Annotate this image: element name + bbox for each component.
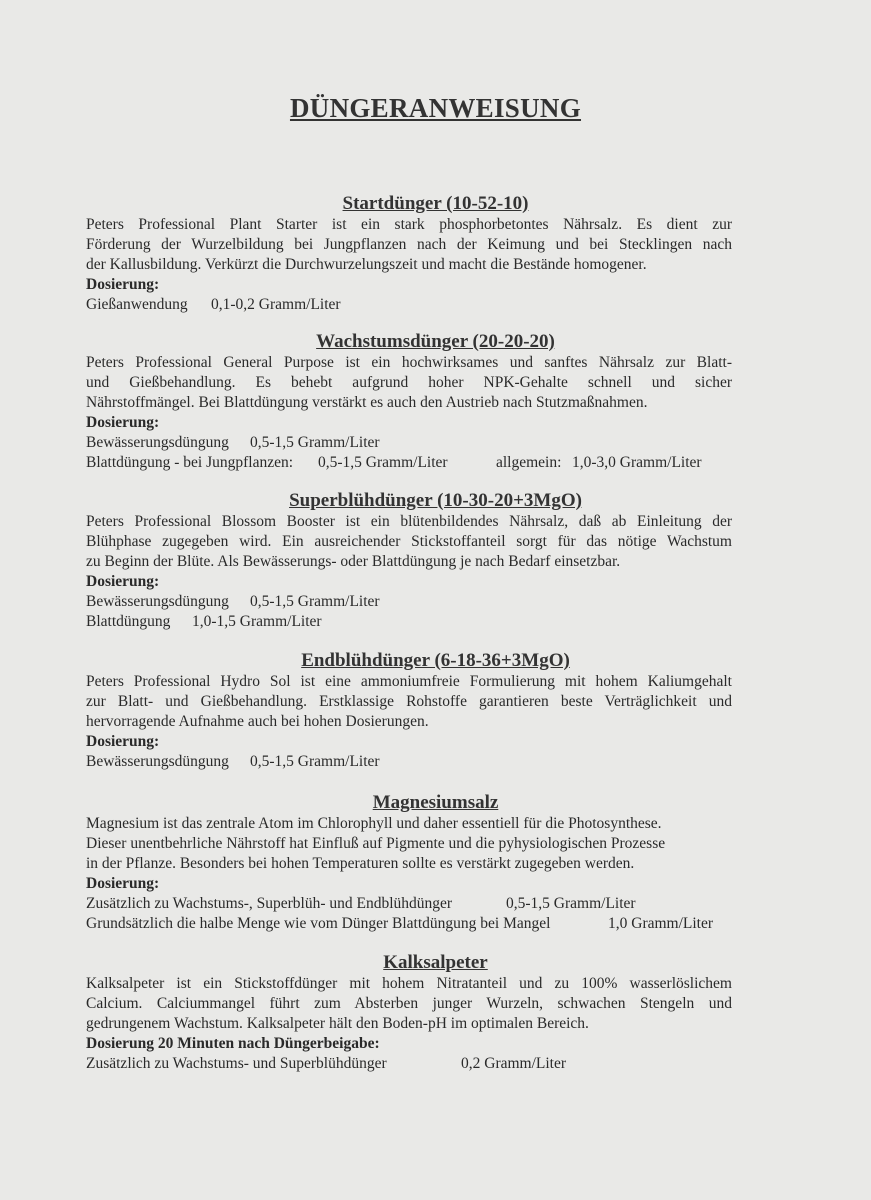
dosage-row: [86, 1054, 732, 1074]
dosage-row-extra-label: allgemein:: [496, 454, 562, 471]
dosage-row: [86, 453, 732, 473]
dosage-row-value: 0,5-1,5 Gramm/Liter: [250, 434, 380, 451]
paragraph-line: Kalksalpeter ist ein Stickstoffdünger mit hohem Nitratanteil und zu 100% wasserlöslichem: [86, 975, 732, 992]
dosage-row-label: Grundsätzlich die halbe Menge wie vom Dünger Blattdüngung bei Mangel: [86, 915, 551, 932]
paragraph-line: Peters Professional Plant Starter ist ein stark phosphorbetontes Nährsalz. Es dient zur: [86, 216, 732, 233]
dosage-row-value: 1,0 Gramm/Liter: [608, 915, 714, 932]
dosage-row-label: Blattdüngung - bei Jungpflanzen:: [86, 454, 294, 471]
section-heading-wachstumsduenger: Wachstumsdünger (20-20-20): [316, 331, 555, 352]
section-heading-kalksalpeter: Kalksalpeter: [383, 952, 488, 973]
dosage-row-extra-value: 1,0-3,0 Gramm/Liter: [572, 454, 702, 471]
paragraph-line: der Kallusbildung. Verkürzt die Durchwurzelungszeit und macht die Bestände homogener.: [86, 256, 647, 273]
dosage-row: [86, 592, 732, 612]
dosage-label: Dosierung 20 Minuten nach Düngerbeigabe:: [86, 1035, 380, 1052]
paragraph-line: Peters Professional Hydro Sol ist eine ammoniumfreie Formulierung mit hohem Kaliumgehalt: [86, 673, 732, 690]
dosage-row-label: Blattdüngung: [86, 613, 171, 630]
dosage-row-label: Bewässerungsdüngung: [86, 593, 229, 610]
paragraph-line: Nährstoffmängel. Bei Blattdüngung verstärkt es auch den Austrieb nach Stutzmaßnahmen.: [86, 394, 648, 411]
paragraph-line: gedrungenem Wachstum. Kalksalpeter hält den Boden-pH im optimalen Bereich.: [86, 1015, 589, 1032]
dosage-row-value: 0,1-0,2 Gramm/Liter: [211, 296, 341, 313]
dosage-row: [86, 894, 732, 914]
dosage-label: Dosierung:: [86, 573, 160, 590]
dosage-row: [86, 433, 732, 453]
paragraph-line: zu Beginn der Blüte. Als Bewässerungs- oder Blattdüngung je nach Bedarf einsetzbar.: [86, 553, 621, 570]
dosage-row: [86, 914, 732, 934]
paragraph-line: Magnesium ist das zentrale Atom im Chlorophyll und daher essentiell für die Photosynthese.: [86, 815, 662, 832]
page-title: DÜNGERANWEISUNG: [289, 93, 582, 123]
dosage-row-value: 0,5-1,5 Gramm/Liter: [318, 454, 448, 471]
dosage-row-label: Bewässerungsdüngung: [86, 753, 229, 770]
dosage-row-value: 0,2 Gramm/Liter: [461, 1055, 567, 1072]
paragraph-line: in der Pflanze. Besonders bei hohen Temperaturen sollte es verstärkt zugegeben werden.: [86, 855, 635, 872]
dosage-label: Dosierung:: [86, 276, 160, 293]
paragraph-line: zur Blatt- und Gießbehandlung. Erstklassige Rohstoffe garantieren beste Verträglichkeit und: [86, 693, 732, 710]
paragraph-line: Calcium. Calciummangel führt zum Absterben junger Wurzeln, schwachen Stengeln und: [86, 995, 732, 1012]
paragraph-line: Förderung der Wurzelbildung bei Jungpflanzen nach der Keimung und bei Stecklingen nach: [86, 236, 732, 253]
dosage-label: Dosierung:: [86, 875, 160, 892]
section-heading-startduenger: Startdünger (10-52-10): [342, 193, 529, 214]
dosage-row: [86, 752, 732, 772]
dosage-row-value: 0,5-1,5 Gramm/Liter: [506, 895, 636, 912]
paragraph-line: und Gießbehandlung. Es behebt aufgrund hoher NPK-Gehalte schnell und sicher: [86, 374, 732, 391]
section-heading-superbluehduenger: Superblühdünger (10-30-20+3MgO): [289, 490, 582, 511]
section-heading-endbluehduenger: Endblühdünger (6-18-36+3MgO): [301, 650, 570, 671]
dosage-row-label: Zusätzlich zu Wachstums-, Superblüh- und Endblühdünger: [86, 895, 453, 912]
dosage-label: Dosierung:: [86, 414, 160, 431]
dosage-row-label: Bewässerungsdüngung: [86, 434, 229, 451]
paragraph-line: Dieser unentbehrliche Nährstoff hat Einfluß auf Pigmente und die pyhysiologischen Prozesse: [86, 835, 666, 852]
dosage-row-label: Zusätzlich zu Wachstums- und Superblühdünger: [86, 1055, 387, 1072]
paragraph-line: Blühphase zugegeben wird. Ein ausreichender Stickstoffanteil sorgt für das nötige Wachstum: [86, 533, 732, 550]
dosage-row: [86, 612, 732, 632]
paragraph-line: Peters Professional Blossom Booster ist ein blütenbildendes Nährsalz, daß ab Einleitung der: [86, 513, 732, 530]
dosage-row-value: 1,0-1,5 Gramm/Liter: [192, 613, 322, 630]
dosage-label: Dosierung:: [86, 733, 160, 750]
dosage-row-label: Gießanwendung: [86, 296, 188, 313]
dosage-row-value: 0,5-1,5 Gramm/Liter: [250, 753, 380, 770]
dosage-row-value: 0,5-1,5 Gramm/Liter: [250, 593, 380, 610]
section-heading-magnesiumsalz: Magnesiumsalz: [372, 792, 499, 813]
paragraph-line: Peters Professional General Purpose ist ein hochwirksames und sanftes Nährsalz zur Blatt-: [86, 354, 732, 371]
dosage-row: [86, 295, 732, 315]
paragraph-line: hervorragende Aufnahme auch bei hohen Dosierungen.: [86, 713, 429, 730]
